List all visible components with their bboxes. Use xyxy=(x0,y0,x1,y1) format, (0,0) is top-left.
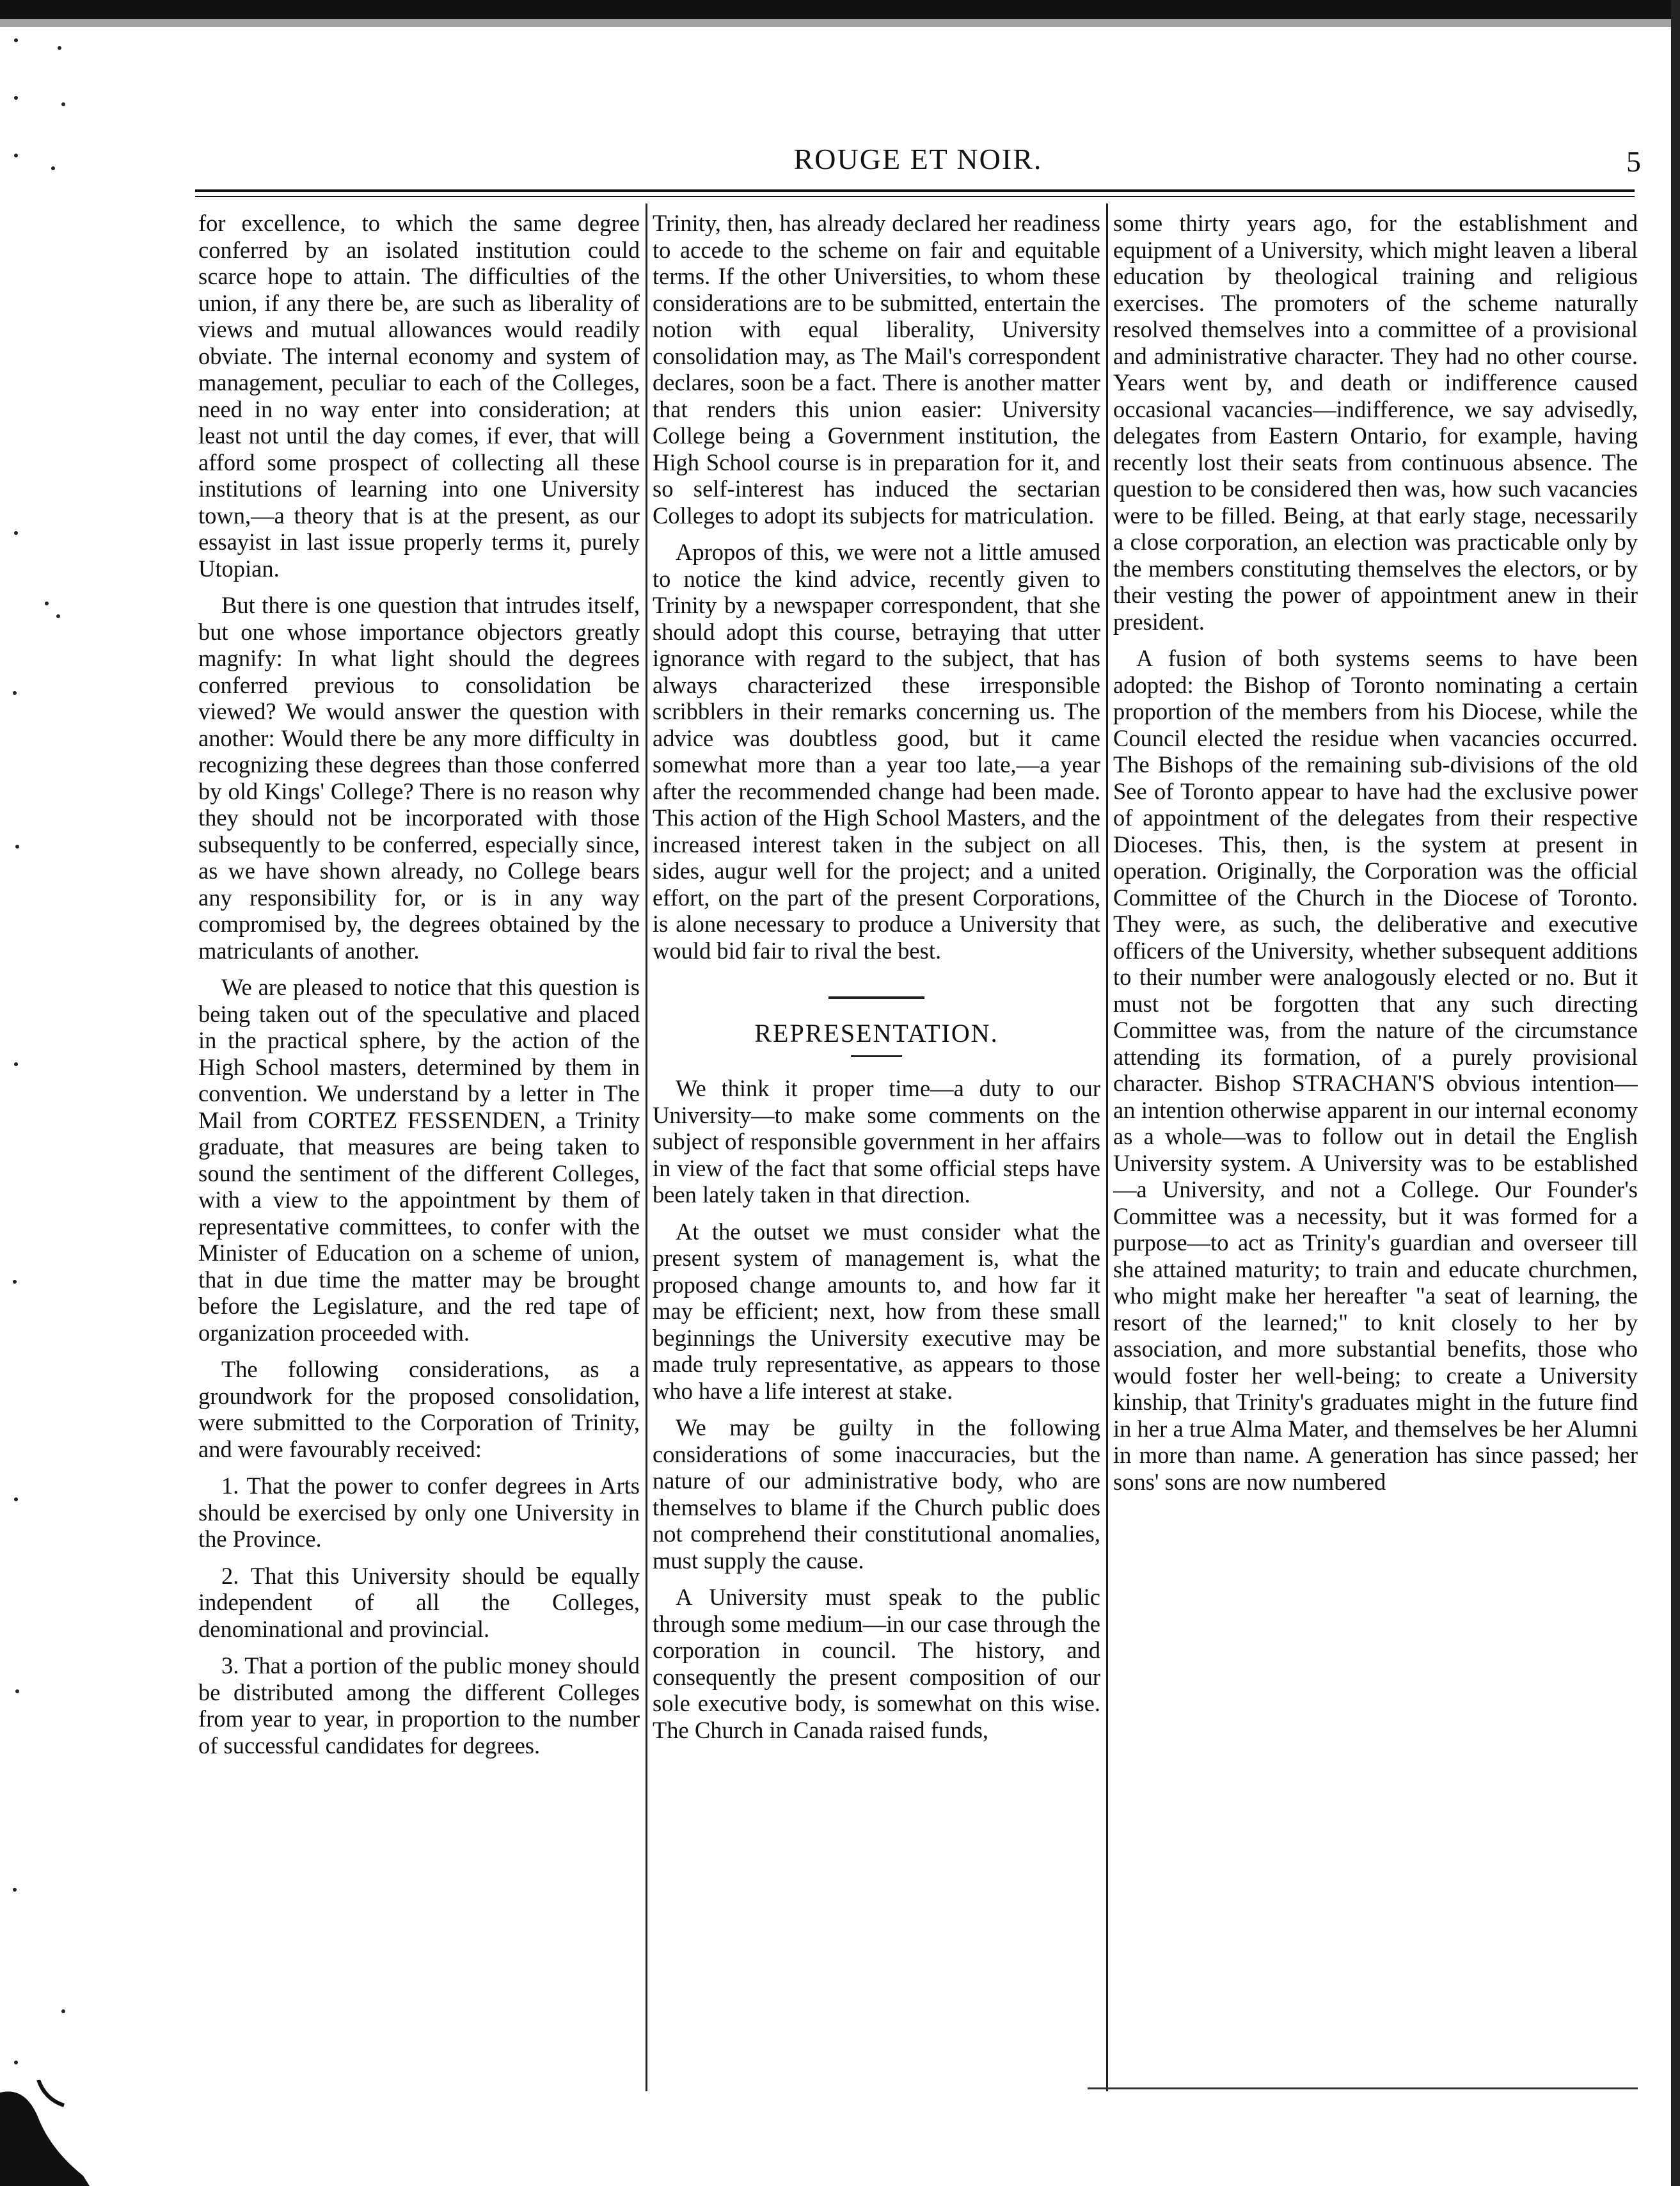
paragraph: some thirty years ago, for the establishment and equipment of a University, which might leaven a liberal education by theological training and religious exercises. The promoters of the scheme naturally resolved themselves into a committee of a provisional and administrative character. They had no other course. Years went by, and death or indifference caused occasional vacancies—indifference, we say advisedly, delegates from Eastern Ontario, for example, having recently lost their seats from continuous absence. The question to be considered then was, how such vacancies were to be filled. Being, at that early stage, necessarily a close corporation, an election was practicable only by the members constituting themselves the electors, or by their vesting the power of appointment anew in their president. xyxy=(1113,210,1638,635)
paragraph: But there is one question that intrudes itself, but one whose importance objectors greatly magnify: In what light should the degrees conferred previous to consolidation be viewed? We would answer the question with another: Would there be any more difficulty in recognizing these degrees than those conferred by old Kings' College? There is no reason why they should not be incorporated with those subsequently to be conferred, especially since, as we have shown already, no College bears any responsibility for, or is in any way compromised by, the degrees obtained by the matriculants of another. xyxy=(198,592,640,964)
column-3 xyxy=(1113,210,1638,2078)
column-divider-left xyxy=(646,203,647,2091)
ink-smudge xyxy=(0,2080,90,2186)
column-1 xyxy=(198,210,640,2078)
page-number: 5 xyxy=(1626,145,1641,178)
paragraph: 2. That this University should be equally independent of all the Colleges, denominational and provincial. xyxy=(198,1562,640,1642)
page-header xyxy=(195,142,1641,180)
header-rule-thin xyxy=(195,196,1635,197)
paragraph: We may be guilty in the following considerations of some inaccuracies, but the nature of our administrative body, who are themselves to blame if the Church public does not comprehend their constitutional anomalies, must supply the cause. xyxy=(653,1414,1100,1574)
paragraph: Trinity, then, has already declared her readiness to accede to the scheme on fair and equitable terms. If the other Universities, to whom these considerations are to be submitted, entertain the notion with equal liberality, University consolidation may, as The Mail's correspondent declares, soon be a fact. There is another matter that renders this union easier: University College being a Government institution, the High School course is in preparation for it, and so self-interest has induced the sectarian Colleges to adopt its subjects for matriculation. xyxy=(653,210,1100,529)
column-divider-right xyxy=(1106,203,1108,2091)
scan-top-shadow xyxy=(0,19,1680,27)
paragraph: for excellence, to which the same degree conferred by an isolated institution could scarce hope to attain. The difficulties of the union, if any there be, are such as liberality of views and mutual allowances would readily obviate. The internal economy and system of management, peculiar to each of the Colleges, need in no way enter into consideration; at least not until the day comes, if ever, that will afford some prospect of collecting all these institutions of learning into one University town,—a theory that is at the present, as our essayist in last issue properly terms it, purely Utopian. xyxy=(198,210,640,582)
paragraph: The following considerations, as a groundwork for the proposed consolidation, were submitted to the Corporation of Trinity, and were favourably received: xyxy=(198,1356,640,1462)
section-heading: REPRESENTATION. xyxy=(754,1018,999,1048)
section-ornament xyxy=(653,982,1100,1009)
header-rule-thick xyxy=(195,189,1635,192)
paragraph: A University must speak to the public through some medium—in our case through the corporation in council. The history, and consequently the present composition of our sole executive body, is somewhat on this wise. The Church in Canada raised funds, xyxy=(653,1584,1100,1743)
paragraph: We are pleased to notice that this question is being taken out of the speculative and placed in the practical sphere, by the action of the High School masters, determined by them in convention. We understand by a letter in The Mail from CORTEZ FESSENDEN, a Trinity graduate, that measures are being taken to sound the sentiment of the different Colleges, with a view to the appointment by them of representative committees, to confer with the Minister of Education on a scheme of union, that in due time the matter may be brought before the Legislature, and the red tape of organization proceeded with. xyxy=(198,974,640,1346)
scan-right-edge xyxy=(1671,0,1680,2186)
paragraph: At the outset we must consider what the present system of management is, what the proposed change amounts to, and how far it may be efficient; next, how from these small beginnings the University executive may be made truly representative, as appears to those who have a life interest at stake. xyxy=(653,1218,1100,1404)
running-title: ROUGE ET NOIR. xyxy=(793,143,1043,175)
paragraph: We think it proper time—a duty to our University—to make some comments on the subject of responsible government in her affairs in view of the fact that some official steps have been lately taken in that direction. xyxy=(653,1075,1100,1208)
column-2 xyxy=(653,210,1100,2078)
scan-top-edge xyxy=(0,0,1680,19)
paragraph: 3. That a portion of the public money should be distributed among the different Colleges from year to year, in proportion to the number of successful candidates for degrees. xyxy=(198,1652,640,1759)
paragraph: A fusion of both systems seems to have been adopted: the Bishop of Toronto nominating a certain proportion of the members from his Diocese, while the Council elected the residue when vacancies occurred. The Bishops of the remaining sub-divisions of the old See of Toronto appear to have had the exclusive power of appointment of the delegates from their respective Dioceses. This, then, is the system at present in operation. Originally, the Corporation was the official Committee of the Church in the Diocese of Toronto. They were, as such, the deliberative and executive officers of the University, whether subsequent additions to their number were analogously elected or no. But it must not be forgotten that any such directing Committee was, from the nature of the circumstance attending its formation, of a purely provisional character. Bishop STRACHAN'S obvious intention—an intention otherwise apparent in our internal economy as a whole—was to follow out in detail the English University system. A University was to be established—a University, and not a College. Our Founder's Committee was a necessity, but it was formed for a purpose—to act as Trinity's guardian and overseer till she attained maturity; to train and educate churchmen, who might make her hereafter "a seat of learning, the resort of the learned;" to knit closely to her by association, and more substantial benefits, those who would foster her well-being; to create a University kinship, that Trinity's graduates might in the future find in her a true Alma Mater, and themselves be her Alumni in more than name. A generation has since passed; her sons' sons are now numbered xyxy=(1113,645,1638,1495)
paragraph: Apropos of this, we were not a little amused to notice the kind advice, recently given to Trinity by a newspaper correspondent, that she should adopt this course, betraying that utter ignorance with regard to the subject, that has always characterized these irresponsible scribblers in their remarks concerning us. The advice was doubtless good, but it came somewhat more than a year too late,—a year after the recommended change had been made. This action of the High School Masters, and the increased interest taken in the subject on all sides, augur well for the project; and a united effort, on the part of the present Corporations, is alone necessary to produce a University that would bid fair to rival the best. xyxy=(653,539,1100,964)
paragraph: 1. That the power to confer degrees in Arts should be exercised by only one University in the Province. xyxy=(198,1472,640,1552)
heading-rule xyxy=(851,1055,902,1057)
footer-rule xyxy=(1088,2087,1638,2089)
